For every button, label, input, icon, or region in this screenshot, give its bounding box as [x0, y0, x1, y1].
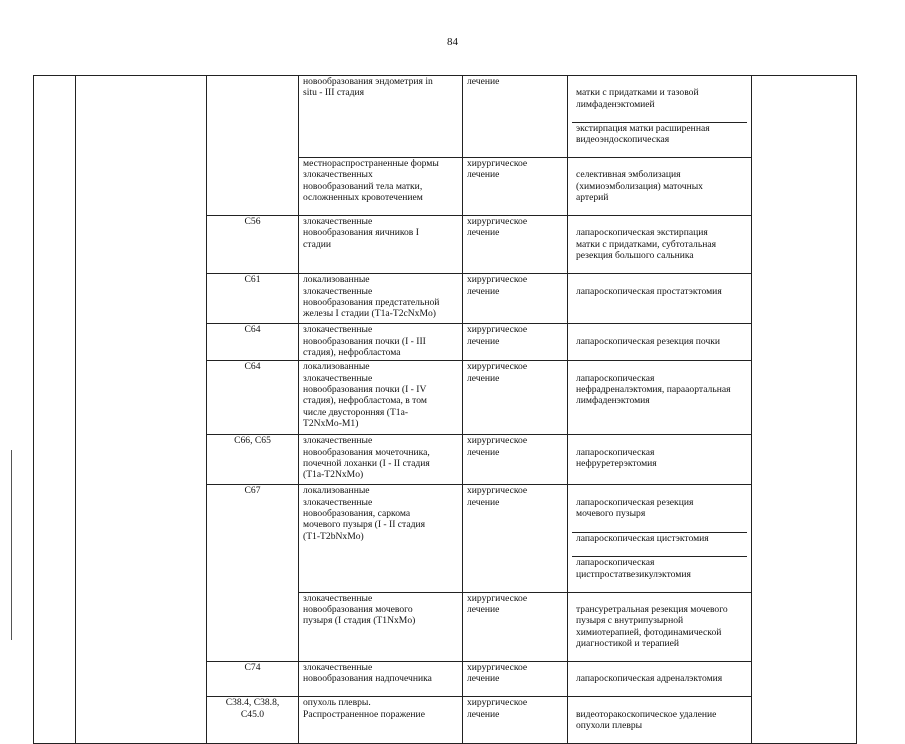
procedure-item: лапароскопическая нефруретерэктомия: [576, 446, 657, 469]
procedure-item: трансуретральная резекция мочевого пузыря с внутрипузырной химиотерапией, фотодинамической диагностикой и терапией: [576, 603, 728, 650]
code-cell: C38.4, C38.8, C45.0: [207, 697, 299, 744]
procedures-table: [33, 75, 857, 744]
procedure-cell: [568, 158, 752, 216]
diagnosis-cell: новообразования эндометрия in situ - III стадия: [299, 76, 463, 158]
treatment-cell: хирургическое лечение: [463, 216, 568, 274]
treatment-cell: хирургическое лечение: [463, 435, 568, 485]
diagnosis-cell: опухоль плевры. Распространенное поражение: [299, 697, 463, 744]
treatment-cell: хирургическое лечение: [463, 158, 568, 216]
diagnosis-cell: злокачественные новообразования почки (I - III стадия), нефробластома: [299, 324, 463, 361]
procedure-item: лапароскопическая резекция мочевого пузыря: [576, 496, 694, 519]
table-row: [34, 76, 857, 158]
column-model-cell: [752, 76, 857, 744]
treatment-cell: хирургическое лечение: [463, 661, 568, 696]
treatment-cell: лечение: [463, 76, 568, 158]
procedure-item: матки с придатками и тазовой лимфаденэктомией: [576, 87, 699, 110]
diagnosis-cell: злокачественные новообразования мочевого пузыря (I стадия (T1NxMo): [299, 592, 463, 661]
diagnosis-cell: местнораспространенные формы злокачественных новообразований тела матки, осложненных кровотечением: [299, 158, 463, 216]
diagnosis-cell: локализованные злокачественные новообразования предстательной железы I стадии (T1a-T2cNxMo): [299, 274, 463, 324]
procedure-cell: [568, 435, 752, 485]
diagnosis-cell: злокачественные новообразования надпочечника: [299, 661, 463, 696]
column-group-cell: [76, 76, 207, 744]
treatment-cell: хирургическое лечение: [463, 485, 568, 592]
diagnosis-cell: локализованные злокачественные новообразования, саркома мочевого пузыря (I - II стадия (T1-T2bNxMo): [299, 485, 463, 592]
procedure-item: экстирпация матки расширенная видеоэндоскопическая: [572, 122, 747, 146]
procedure-item: лапароскопическая цистэктомия: [572, 532, 747, 545]
procedure-cell: [568, 361, 752, 435]
diagnosis-cell: злокачественные новообразования яичников I стадии: [299, 216, 463, 274]
diagnosis-cell: локализованные злокачественные новообразования почки (I - IV стадия), нефробластома, в том числе двусторонняя (T1a- T2NxMo-M1): [299, 361, 463, 435]
code-cell: C66, C65: [207, 435, 299, 485]
page-number: 84: [447, 36, 458, 48]
procedure-item: видеоторакоскопическое удаление опухоли плевры: [576, 708, 717, 731]
code-cell: C64: [207, 324, 299, 361]
procedure-item: лапароскопическая простатэктомия: [576, 285, 722, 297]
margin-rule: [11, 450, 12, 640]
treatment-cell: хирургическое лечение: [463, 324, 568, 361]
procedure-cell: [568, 274, 752, 324]
diagnosis-cell: злокачественные новообразования мочеточника, почечной лоханки (I - II стадия (T1a-T2NxMo): [299, 435, 463, 485]
column-number-cell: [34, 76, 76, 744]
procedure-item: лапароскопическая нефрадреналэктомия, парааортальная лимфаденэктомия: [576, 372, 731, 407]
procedure-cell: [568, 76, 752, 158]
treatment-cell: хирургическое лечение: [463, 697, 568, 744]
procedure-cell: [568, 216, 752, 274]
procedure-item: лапароскопическая экстирпация матки с придатками, субтотальная резекция большого сальника: [576, 227, 717, 262]
procedure-item: лапароскопическая цистпростатвезикулэктомия: [572, 556, 747, 580]
procedure-item: лапароскопическая адреналэктомия: [576, 673, 723, 685]
procedure-cell: [568, 592, 752, 661]
code-cell: C61: [207, 274, 299, 324]
procedure-cell: [568, 661, 752, 696]
code-cell: [207, 76, 299, 216]
treatment-cell: хирургическое лечение: [463, 274, 568, 324]
procedure-cell: [568, 324, 752, 361]
code-cell: C64: [207, 361, 299, 435]
code-cell: C56: [207, 216, 299, 274]
procedure-item: лапароскопическая резекция почки: [576, 335, 721, 347]
code-cell: C74: [207, 661, 299, 696]
procedure-cell: [568, 697, 752, 744]
procedure-item: селективная эмболизация (химиоэмболизация) маточных артерий: [576, 169, 703, 204]
procedure-cell: [568, 485, 752, 592]
code-cell: C67: [207, 485, 299, 662]
treatment-cell: хирургическое лечение: [463, 592, 568, 661]
treatment-cell: хирургическое лечение: [463, 361, 568, 435]
